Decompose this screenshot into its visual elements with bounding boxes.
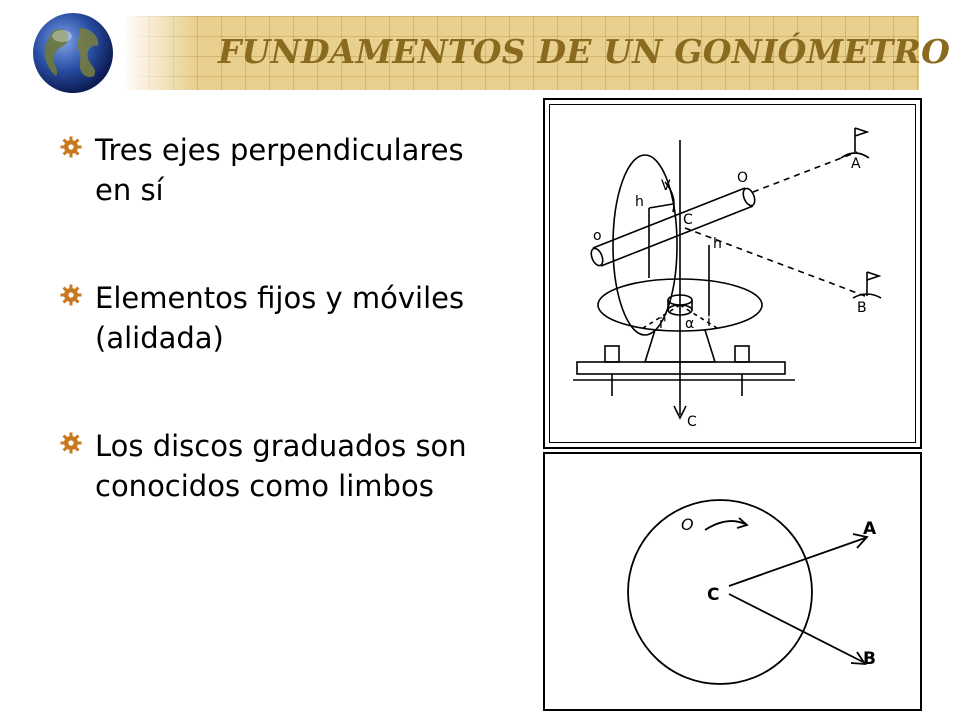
axis-h-left-label: h (635, 194, 644, 210)
point-A-label: A (851, 156, 861, 172)
telescope-o-label: o (593, 228, 602, 244)
angle-i-prime-label: i' (659, 316, 667, 332)
bottom-C-label: C (687, 414, 697, 430)
center-C-label: C (707, 585, 720, 605)
angle-circle-drawing (545, 454, 920, 709)
gear-bullet-icon (60, 136, 82, 158)
gear-bullet-icon (60, 284, 82, 306)
axis-h-right-label: h (713, 236, 722, 252)
bullet-text: Los discos graduados son conocidos como limbos (95, 429, 467, 503)
gear-bullet-icon (60, 432, 82, 454)
center-C-label: C (683, 212, 693, 228)
angle-alpha-label: α (685, 316, 695, 332)
goniometer-diagram (543, 98, 922, 449)
bullet-text: Tres ejes perpendiculares en sí (95, 133, 464, 207)
vertical-angle-V-label: V (661, 178, 671, 194)
point-B-label: B (857, 300, 867, 316)
globe-icon (30, 10, 116, 96)
slide-title: FUNDAMENTOS DE UN GONIÓMETRO (218, 32, 951, 71)
telescope-O-label: O (737, 170, 749, 186)
bullet-text: Elementos fijos y móviles (alidada) (95, 281, 465, 355)
goniometer-drawing (545, 100, 920, 447)
angle-i-label: i (707, 314, 711, 330)
origin-O-label: O (681, 515, 694, 534)
direction-B-label: B (863, 649, 876, 669)
direction-A-label: A (863, 519, 877, 539)
angle-circle-diagram (543, 452, 922, 711)
